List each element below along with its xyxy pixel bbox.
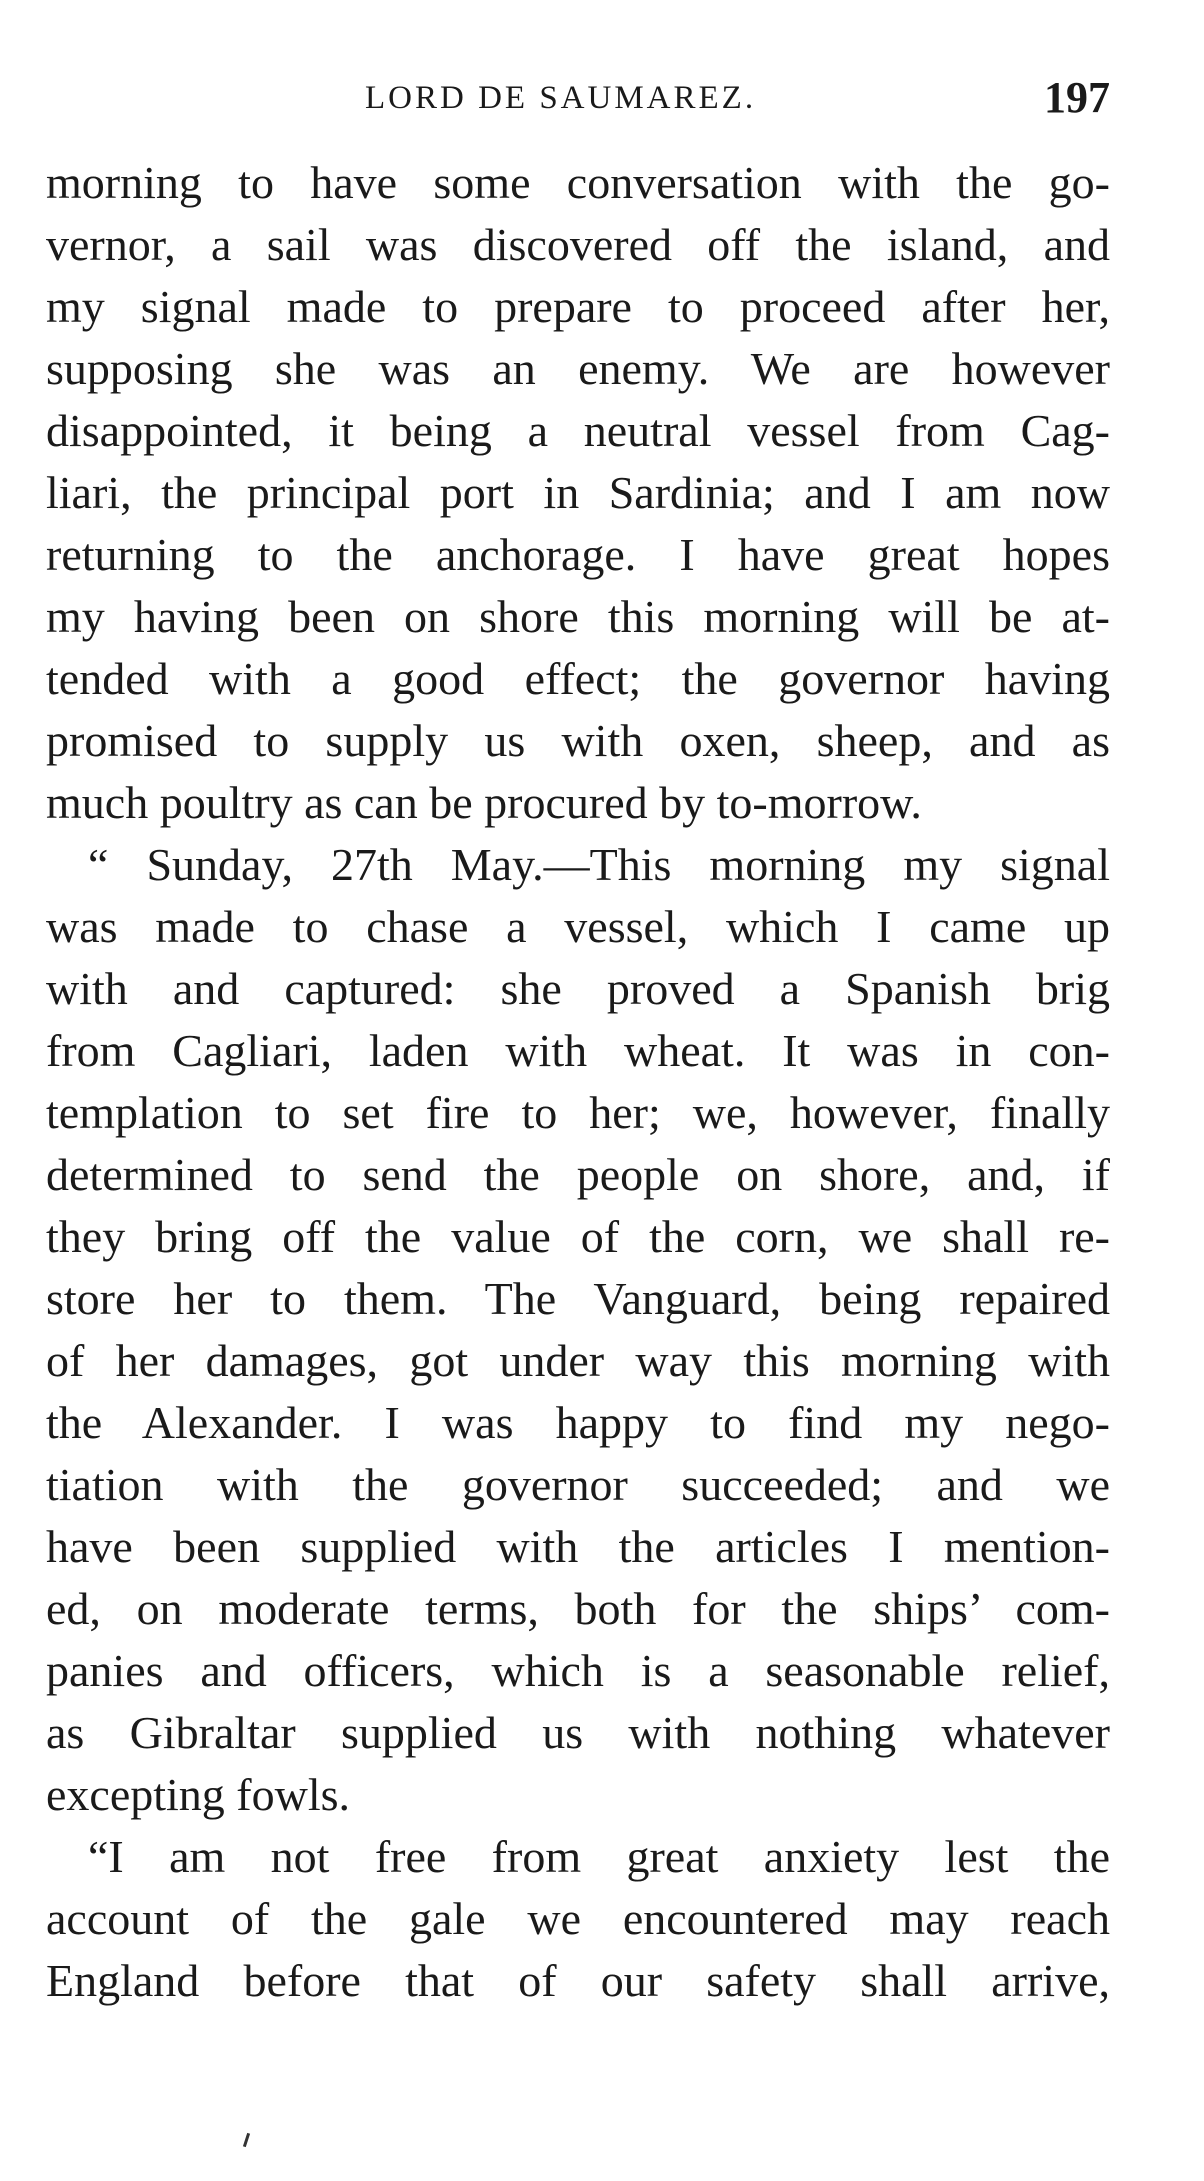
text-line: ed, on moderate terms, both for the ships’ com-: [46, 1583, 1110, 1634]
body-text: [46, 152, 1110, 2012]
text-line: tended with a good effect; the governor having: [46, 653, 1110, 704]
print-speck: [243, 2133, 250, 2147]
text-line: they bring off the value of the corn, we shall re-: [46, 1211, 1110, 1262]
text-line: store her to them. The Vanguard, being repaired: [46, 1273, 1110, 1324]
text-line: England before that of our safety shall arrive,: [46, 1955, 1110, 2006]
text-line: disappointed, it being a neutral vessel from Cag-: [46, 405, 1110, 456]
text-line: supposing she was an enemy. We are however: [46, 343, 1110, 394]
page-number: 197: [1044, 73, 1110, 122]
text-line: was made to chase a vessel, which I came up: [46, 901, 1110, 952]
text-line: my signal made to prepare to proceed after her,: [46, 281, 1110, 332]
text-line: promised to supply us with oxen, sheep, and as: [46, 715, 1110, 766]
paragraph-end-line: excepting fowls.: [46, 1769, 351, 1820]
text-line: returning to the anchorage. I have great hopes: [46, 529, 1110, 580]
text-line: account of the gale we encountered may reach: [46, 1893, 1110, 1944]
text-line: have been supplied with the articles I mention-: [46, 1521, 1110, 1572]
running-title: LORD DE SAUMAREZ.: [365, 80, 757, 116]
text-line: templation to set fire to her; we, however, finally: [46, 1087, 1110, 1138]
text-line: from Cagliari, laden with wheat. It was in con-: [46, 1025, 1110, 1076]
text-line: liari, the principal port in Sardinia; and I am now: [46, 467, 1110, 518]
text-line: determined to send the people on shore, and, if: [46, 1149, 1110, 1200]
running-head: [50, 72, 1110, 132]
text-line: tiation with the governor succeeded; and we: [46, 1459, 1110, 1510]
text-line: my having been on shore this morning will be at-: [46, 591, 1110, 642]
paragraph-end-line: much poultry as can be procured by to-morrow.: [46, 777, 922, 828]
text-line: vernor, a sail was discovered off the island, and: [46, 219, 1110, 270]
text-line: the Alexander. I was happy to find my nego-: [46, 1397, 1110, 1448]
paragraph-start-line: “I am not free from great anxiety lest the: [88, 1831, 1110, 1882]
text-line: morning to have some conversation with the go-: [46, 157, 1110, 208]
text-line: as Gibraltar supplied us with nothing whatever: [46, 1707, 1110, 1758]
paragraph-start-line: “ Sunday, 27th May.—This morning my signal: [88, 839, 1110, 890]
text-line: with and captured: she proved a Spanish brig: [46, 963, 1110, 1014]
text-line: of her damages, got under way this morning with: [46, 1335, 1110, 1386]
text-line: panies and officers, which is a seasonable relief,: [46, 1645, 1110, 1696]
